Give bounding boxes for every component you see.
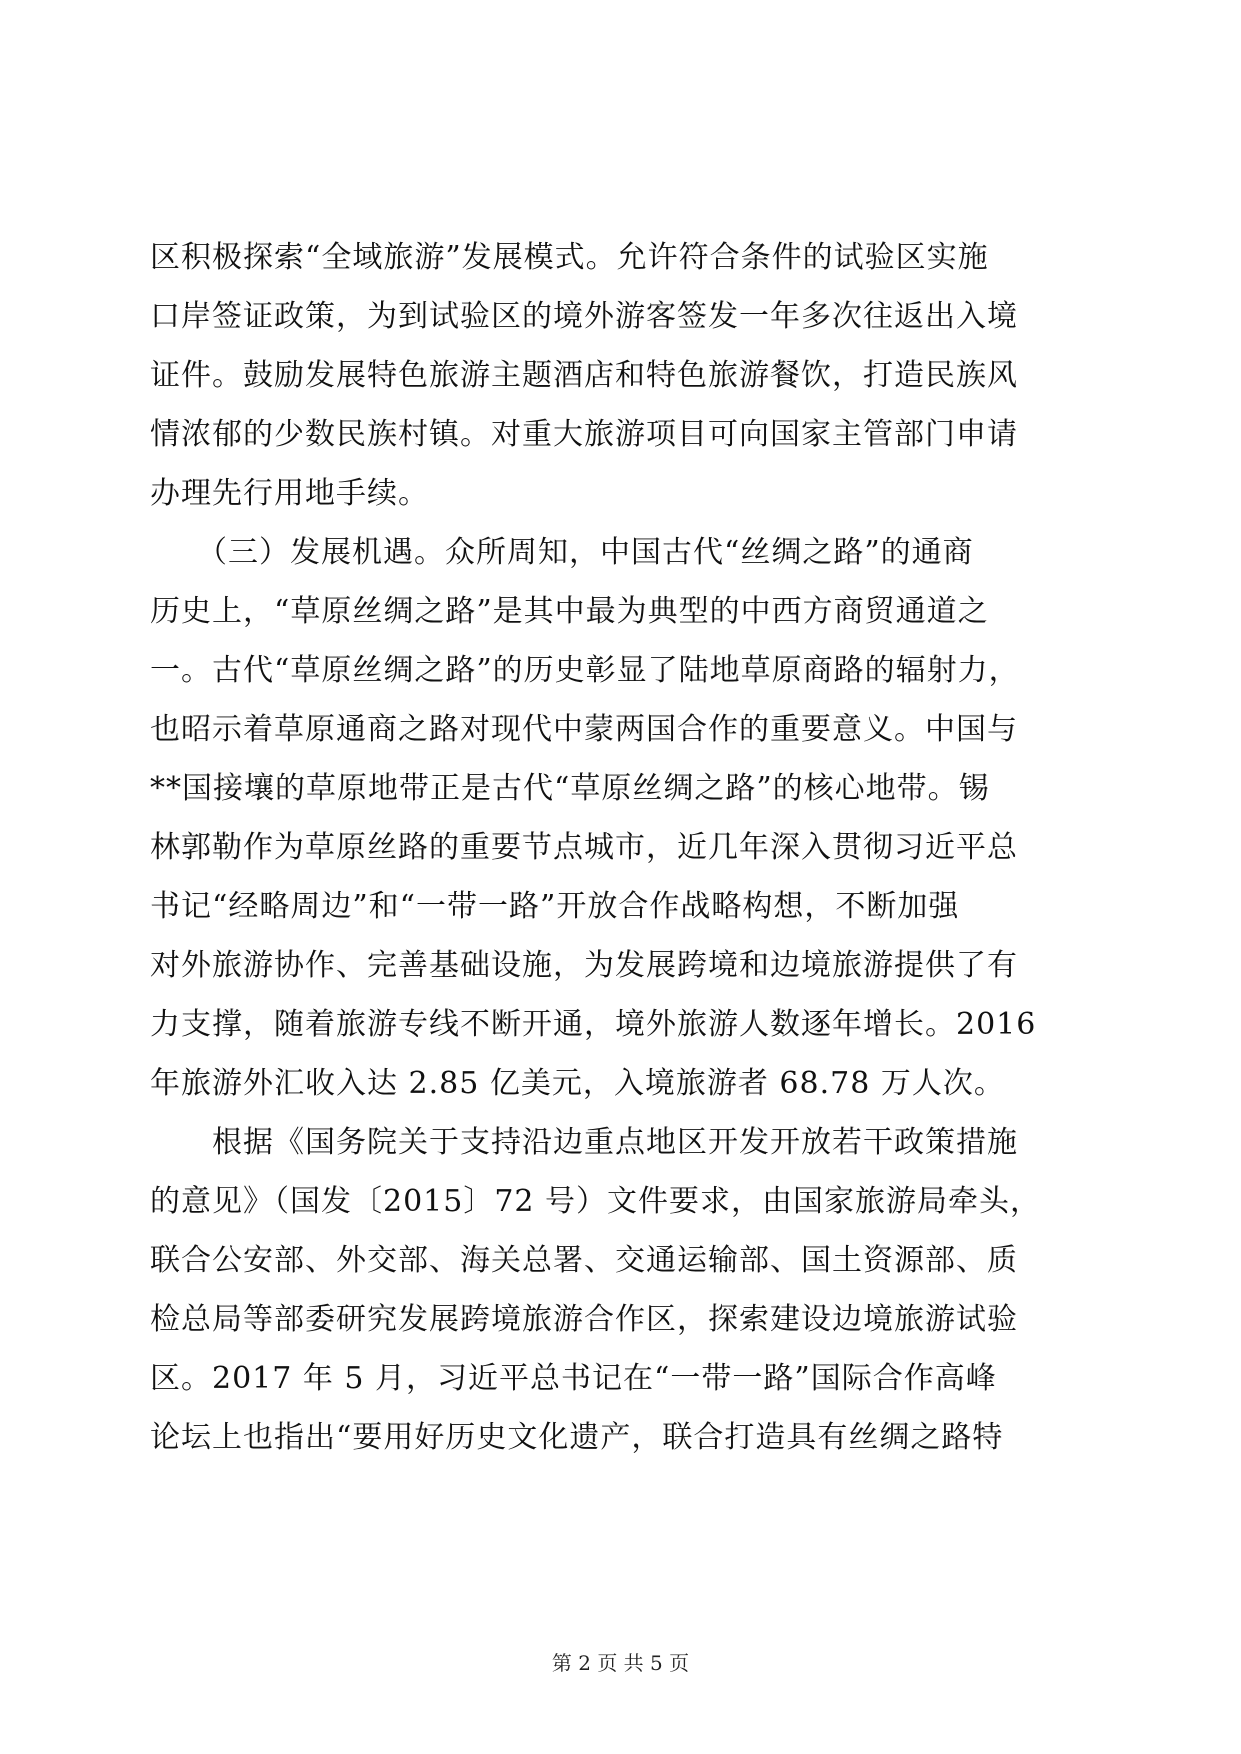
text-line: 林郭勒作为草原丝路的重要节点城市，近几年深入贯彻习近平总 xyxy=(150,830,1018,865)
text-line: 办理先行用地手续。 xyxy=(150,476,429,511)
text-line: 口岸签证政策，为到试验区的境外游客签发一年多次往返出入境 xyxy=(150,299,1018,334)
paragraph-2 xyxy=(150,523,1080,1113)
paragraph-3 xyxy=(150,1113,1080,1467)
text-line: 证件。鼓励发展特色旅游主题酒店和特色旅游餐饮，打造民族风 xyxy=(150,358,1018,393)
text-line: 也昭示着草原通商之路对现代中蒙两国合作的重要意义。中国与 xyxy=(150,712,1018,747)
text-line: 对外旅游协作、完善基础设施，为发展跨境和边境旅游提供了有 xyxy=(150,948,1018,983)
text-line: 区。2017 年 5 月，习近平总书记在“一带一路”国际合作高峰 xyxy=(150,1361,997,1396)
text-line: 情浓郁的少数民族村镇。对重大旅游项目可向国家主管部门申请 xyxy=(150,417,1018,452)
text-line: 的意见》（国发〔2015〕72 号）文件要求，由国家旅游局牵头， xyxy=(150,1184,1042,1219)
text-line: 检总局等部委研究发展跨境旅游合作区，探索建设边境旅游试验 xyxy=(150,1302,1018,1337)
text-line: 一。古代“草原丝绸之路”的历史彰显了陆地草原商路的辐射力， xyxy=(150,653,1020,688)
text-line: （三）发展机遇。众所周知，中国古代“丝绸之路”的通商 xyxy=(150,535,974,570)
text-line: 论坛上也指出“要用好历史文化遗产，联合打造具有丝绸之路特 xyxy=(150,1420,1004,1455)
document-body xyxy=(150,228,1080,1467)
text-line: 根据《国务院关于支持沿边重点地区开发开放若干政策措施 xyxy=(150,1125,1018,1160)
text-line: 书记“经略周边”和“一带一路”开放合作战略构想，不断加强 xyxy=(150,889,960,924)
text-line: 年旅游外汇收入达 2.85 亿美元，入境旅游者 68.78 万人次。 xyxy=(150,1066,1005,1101)
text-line: 历史上，“草原丝绸之路”是其中最为典型的中西方商贸通道之 xyxy=(150,594,989,629)
text-line: 区积极探索“全域旅游”发展模式。允许符合条件的试验区实施 xyxy=(150,240,989,275)
page-number-footer: 第 2 页 共 5 页 xyxy=(551,1651,690,1675)
paragraph-1 xyxy=(150,228,1080,523)
text-line: 力支撑，随着旅游专线不断开通，境外旅游人数逐年增长。2016 xyxy=(150,1007,1037,1042)
text-line: 联合公安部、外交部、海关总署、交通运输部、国土资源部、质 xyxy=(150,1243,1018,1278)
text-line: **国接壤的草原地带正是古代“草原丝绸之路”的核心地带。锡 xyxy=(150,771,990,806)
